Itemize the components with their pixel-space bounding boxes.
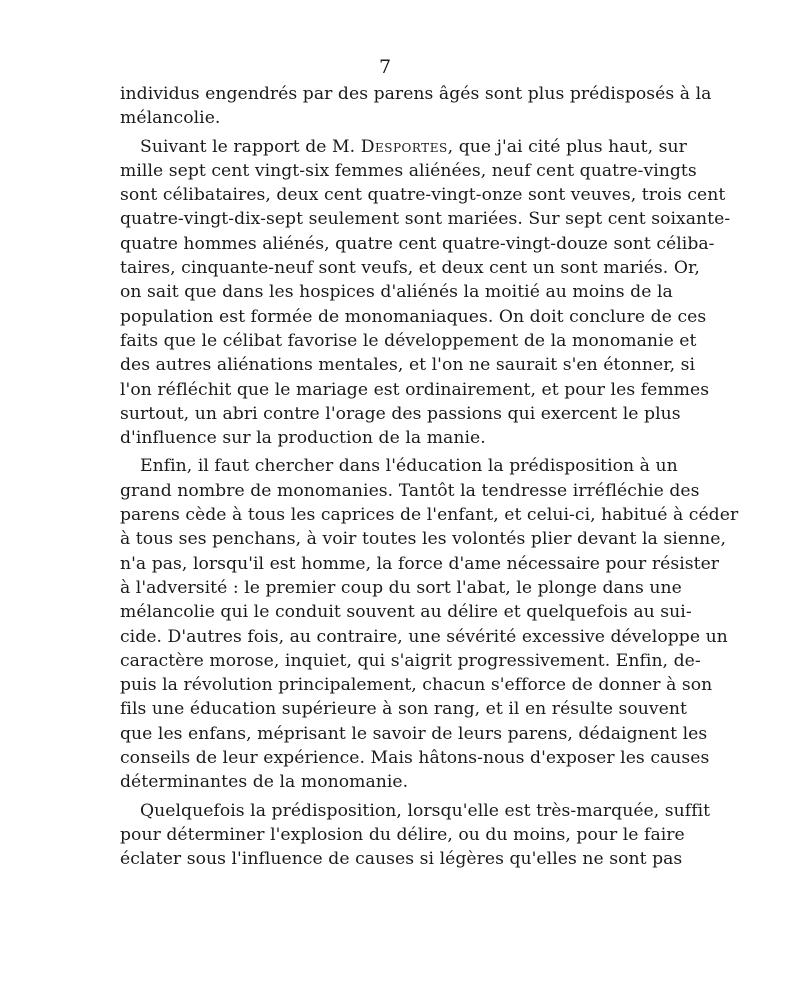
text-line: mélancolie qui le conduit souvent au délire et quelquefois au sui-	[120, 602, 692, 623]
text-line: taires, cinquante-neuf sont veufs, et deux cent un sont mariés. Or,	[120, 258, 700, 279]
text-segment: Suivant le rapport de M.	[140, 136, 361, 157]
text-line: individus engendrés par des parens âgés sont plus prédisposés à la	[120, 84, 712, 104]
paragraph-2	[120, 135, 731, 451]
text-line: conseils de leur expérience. Mais hâtons-nous d'exposer les causes	[120, 748, 710, 769]
text-line: pour déterminer l'explosion du délire, ou du moins, pour le faire	[120, 824, 685, 845]
paragraph-3	[120, 454, 739, 794]
text-line: quatre hommes aliénés, quatre cent quatre-vingt-douze sont céliba-	[120, 233, 715, 254]
text-line: à l'adversité : le premier coup du sort l'abat, le plonge dans une	[120, 577, 682, 598]
text-segment: , que j'ai cité plus haut, sur	[447, 136, 687, 157]
text-line: on sait que dans les hospices d'aliénés la moitié au moins de la	[120, 282, 673, 303]
text-line: éclater sous l'influence de causes si légères qu'elles ne sont pas	[120, 849, 683, 870]
text-line: des autres aliénations mentales, et l'on ne saurait s'en étonner, si	[120, 355, 696, 376]
text-line	[120, 135, 687, 159]
body-text	[120, 82, 739, 872]
text-line: quatre-vingt-dix-sept seulement sont mariées. Sur sept cent soixante-	[120, 209, 731, 230]
paragraph-1	[120, 82, 712, 131]
text-line: Enfin, il faut chercher dans l'éducation la prédisposition à un	[140, 456, 678, 477]
text-line: cide. D'autres fois, au contraire, une sévérité excessive développe un	[120, 626, 728, 647]
author-name: Desportes	[360, 136, 448, 157]
paragraph-4	[120, 799, 711, 872]
page-number: 7	[378, 56, 392, 78]
text-line: grand nombre de monomanies. Tantôt la tendresse irréfléchie des	[120, 480, 700, 501]
text-line: mille sept cent vingt-six femmes aliénées, neuf cent quatre-vingts	[120, 160, 697, 181]
text-line: Quelquefois la prédisposition, lorsqu'elle est très-marquée, suffit	[140, 800, 711, 821]
text-line: population est formée de monomaniaques. On doit conclure de ces	[120, 306, 707, 327]
text-line: mélancolie.	[120, 108, 221, 129]
text-line: l'on réfléchit que le mariage est ordinairement, et pour les femmes	[120, 379, 710, 400]
text-line: faits que le célibat favorise le développement de la monomanie et	[120, 330, 697, 351]
text-line: que les enfans, méprisant le savoir de leurs parens, dédaignent les	[120, 723, 708, 744]
text-line: sont célibataires, deux cent quatre-vingt-onze sont veuves, trois cent	[120, 185, 726, 206]
text-line: puis la révolution principalement, chacun s'efforce de donner à son	[120, 675, 713, 696]
text-line: surtout, un abri contre l'orage des passions qui exercent le plus	[120, 403, 681, 424]
text-line: n'a pas, lorsqu'il est homme, la force d'ame nécessaire pour résister	[120, 553, 720, 574]
text-line: parens cède à tous les caprices de l'enfant, et celui-ci, habitué à céder	[120, 505, 739, 526]
text-line: caractère morose, inquiet, qui s'aigrit progressivement. Enfin, de-	[120, 650, 701, 671]
text-line: à tous ses penchans, à voir toutes les volontés plier devant la sienne,	[120, 529, 726, 550]
text-line: déterminantes de la monomanie.	[120, 772, 409, 793]
text-line: d'influence sur la production de la manie.	[120, 428, 486, 449]
text-line: fils une éducation supérieure à son rang, et il en résulte souvent	[120, 699, 687, 720]
